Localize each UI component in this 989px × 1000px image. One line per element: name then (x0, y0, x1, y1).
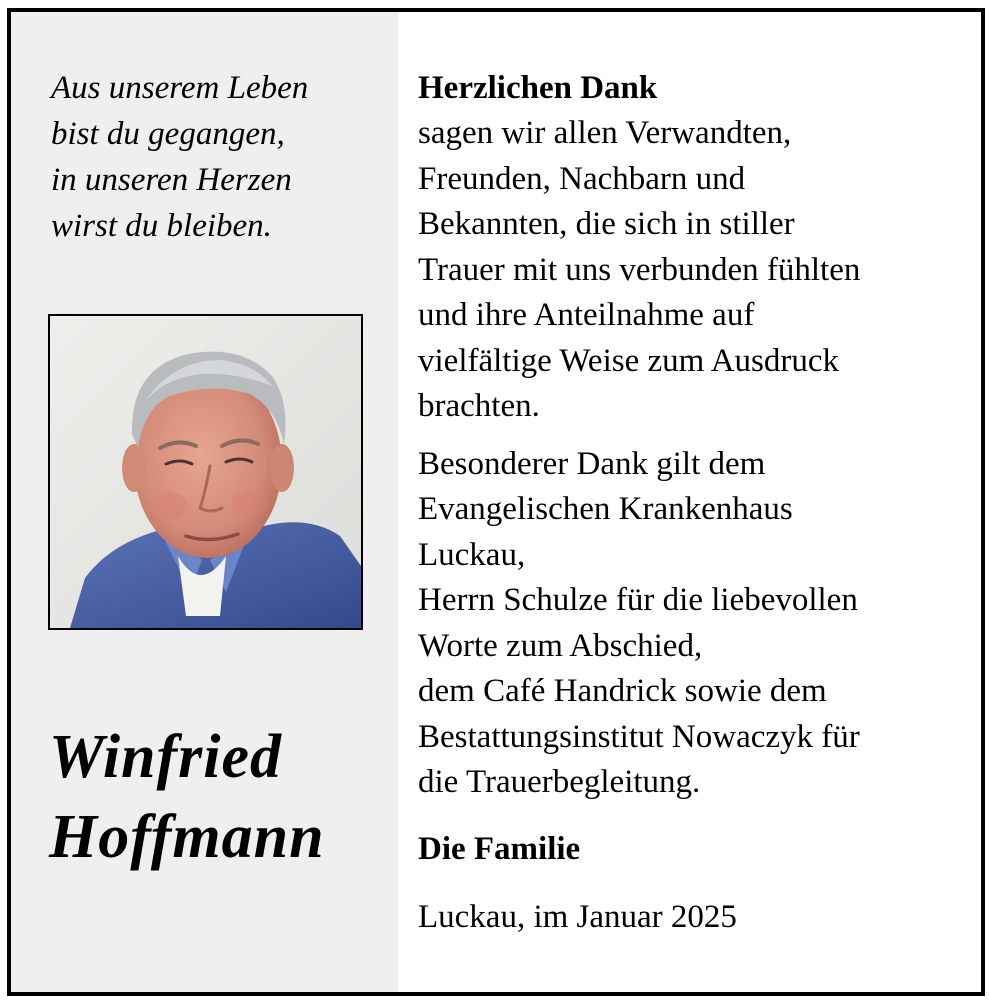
right-panel (398, 12, 981, 992)
text-line: Freunden, Nachbarn und (418, 160, 746, 197)
family-signature: Die Familie (418, 830, 581, 867)
text-line: sagen wir allen Verwandten, (418, 115, 792, 151)
text-line: Evangelischen Krankenhaus (418, 491, 793, 527)
text-line: dem Café Handrick sowie dem (418, 673, 827, 709)
poem-line: Aus unserem Leben (51, 70, 309, 106)
text-line: die Trauerbegleitung. (418, 764, 701, 800)
last-name: Hoffmann (49, 803, 325, 871)
poem-line: bist du gegangen, (51, 116, 285, 152)
text-line: vielfältige Weise zum Ausdruck (418, 342, 840, 379)
text-line: Besonderer Dank gilt dem (418, 445, 766, 482)
memorial-poem (51, 65, 308, 249)
text-line: Bekannten, die sich in stiller (418, 206, 795, 242)
text-line: Worte zum Abschied, (418, 627, 703, 664)
poem-line: wirst du bleiben. (51, 208, 272, 244)
place-and-date: Luckau, im Januar 2025 (418, 898, 737, 935)
first-name: Winfried (49, 723, 283, 791)
text-line: Trauer mit uns verbunden fühlten (418, 251, 861, 288)
thanks-heading: Herzlichen Dank (418, 70, 658, 106)
portrait-photo (48, 314, 363, 630)
obituary-card (7, 8, 985, 996)
text-line: brachten. (418, 388, 540, 424)
text-line: Luckau, (418, 536, 526, 573)
text-line: Herrn Schulze für die liebevollen (418, 582, 858, 618)
poem-line: in unseren Herzen (51, 162, 292, 198)
text-line: Bestattungsinstitut Nowaczyk für (418, 718, 860, 755)
thanks-paragraph-1 (418, 111, 978, 430)
text-line: und ihre Anteilnahme auf (418, 297, 755, 333)
left-panel (11, 12, 398, 992)
deceased-name (49, 717, 325, 877)
thanks-paragraph-2 (418, 442, 978, 806)
portrait-illustration (50, 316, 361, 628)
thanks-text (418, 65, 978, 940)
